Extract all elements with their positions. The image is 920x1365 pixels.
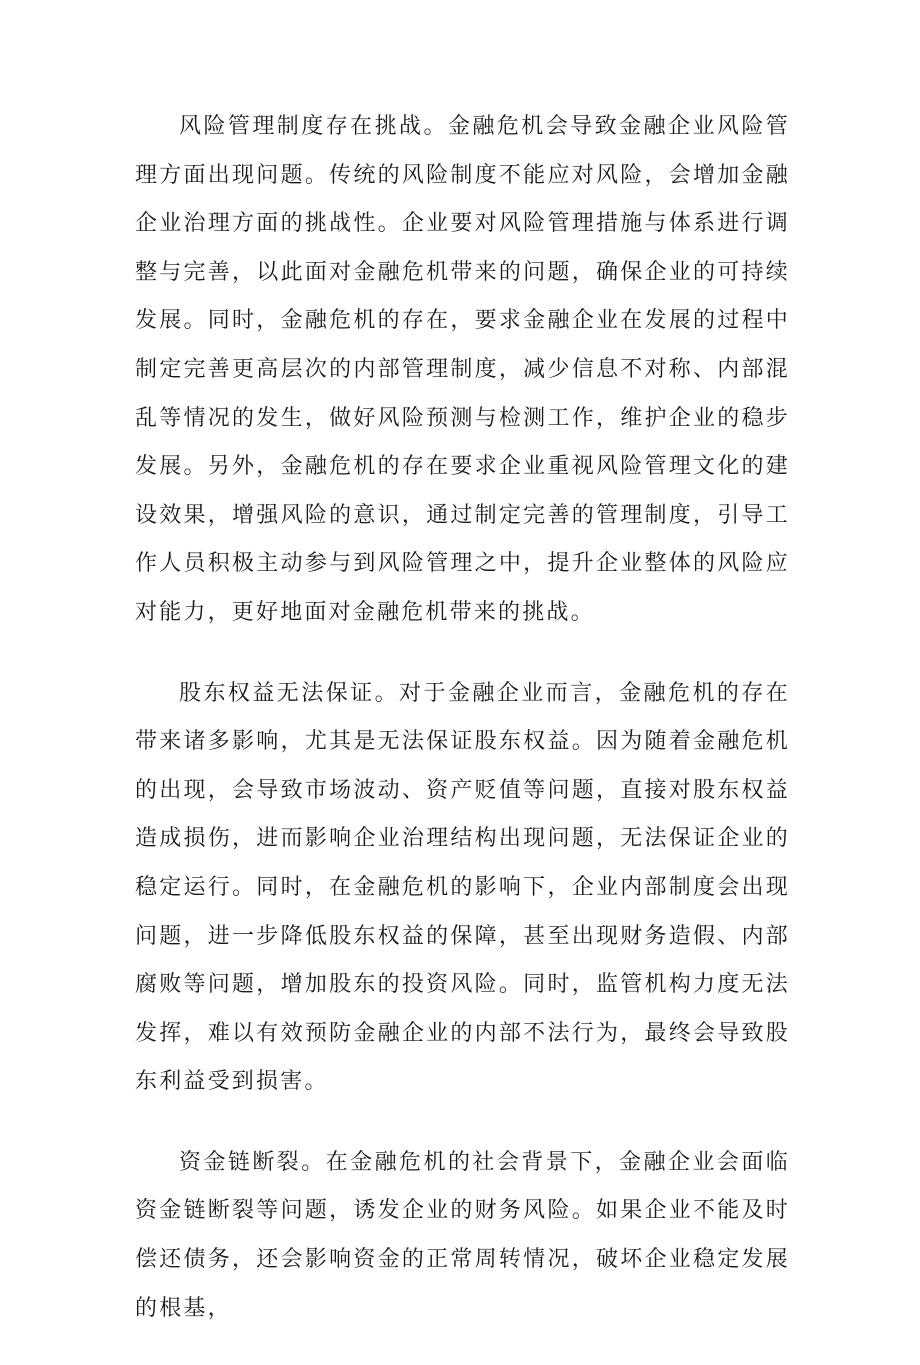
paragraph-capital-chain: 资金链断裂。在金融危机的社会背景下，金融企业会面临资金链断裂等问题，诱发企业的财务风险。如果企业不能及时偿还债务，还会影响资金的正常周转情况，破坏企业稳定发展的根基， [135, 1149, 790, 1321]
paragraph-shareholder-rights: 股东权益无法保证。对于金融企业而言，金融危机的存在带来诸多影响，尤其是无法保证股东权益。因为随着金融危机的出现，会导致市场波动、资产贬值等问题，直接对股东权益造成损伤，进而影响企业治理结构出现问题，无法保证企业的稳定运行。同时，在金融危机的影响下，企业内部制度会出现问题，进一步降低股东权益的保障，甚至出现财务造假、内部腐败等问题，增加股东的投资风险。同时，监管机构力度无法发挥，难以有效预防金融企业的内部不法行为，最终会导致股东利益受到损害。 [135, 680, 790, 1095]
paragraph-risk-management: 风险管理制度存在挑战。金融危机会导致金融企业风险管理方面出现问题。传统的风险制度不能应对风险，会增加金融企业治理方面的挑战性。企业要对风险管理措施与体系进行调整与完善，以此面对金融危机带来的问题，确保企业的可持续发展。同时，金融危机的存在，要求金融企业在发展的过程中制定完善更高层次的内部管理制度，减少信息不对称、内部混乱等情况的发生，做好风险预测与检测工作，维护企业的稳步发展。另外，金融危机的存在要求企业重视风险管理文化的建设效果，增强风险的意识，通过制定完善的管理制度，引导工作人员积极主动参与到风险管理之中，提升企业整体的风险应对能力，更好地面对金融危机带来的挑战。 [135, 114, 790, 625]
document-body [135, 103, 790, 1365]
